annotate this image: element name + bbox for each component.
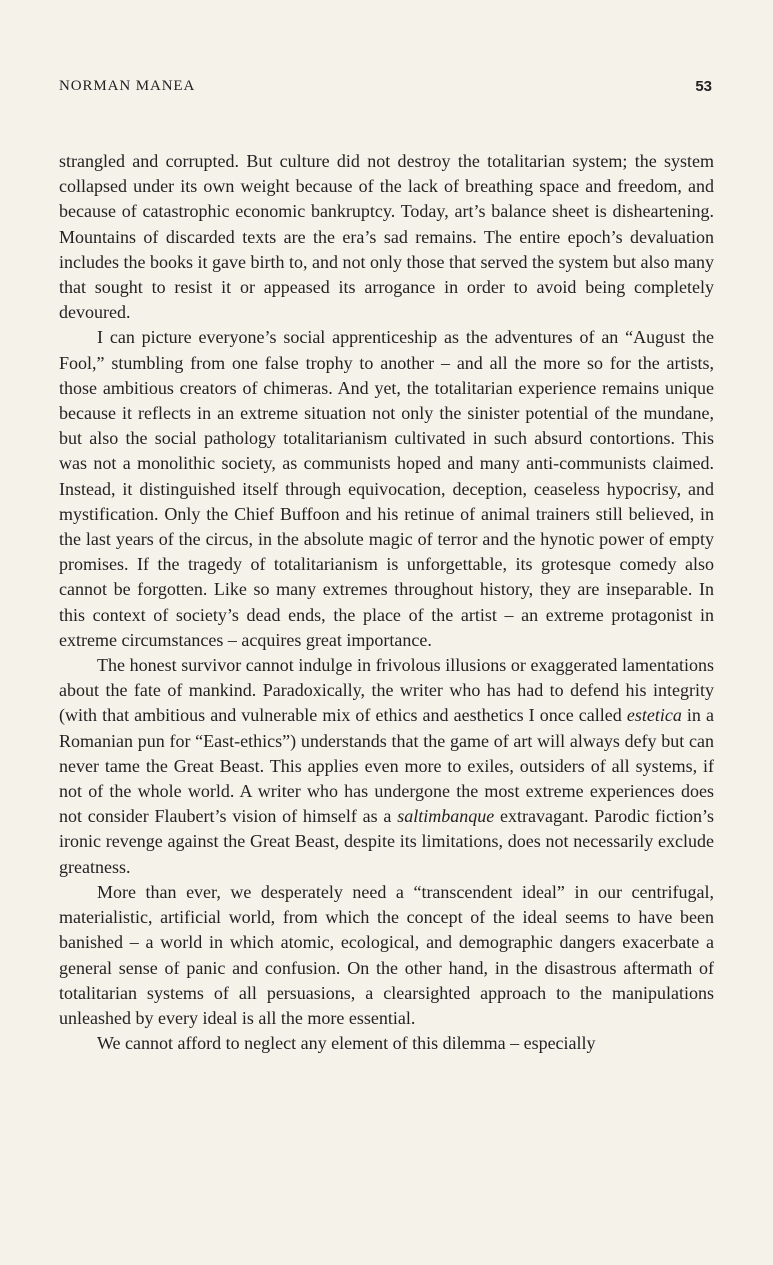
text-span: I can picture everyone’s social apprenticeship as the adventures of an “August the Fool,” stumbling from one false trophy to another – and all the more so for the artists, those ambitious creators of chimeras. And yet, the totalitarian experience remains unique because it reflects in an extreme situation not only the sinister potential of the mundane, but also the social pathology totalitarianism cultivated in such absurd contortions. This was not a monolithic society, as communists hoped and many anti-communists claimed. Instead, it distinguished itself through equivocation, deception, ceaseless hypocrisy, and mystification. Only the Chief Buffoon and his retinue of animal trainers still believed, in the last years of the circus, in the absolute magic of terror and the hynotic power of empty promises. If the tragedy of totalitarianism is unforgettable, its grotesque comedy also cannot be forgotten. Like so many extremes throughout history, they are inseparable. In this context of society’s dead ends, the place of the artist – an extreme protagonist in extreme circumstances – acquires great importance. <box>59 327 714 650</box>
italic-term: saltimbanque <box>397 806 495 827</box>
paragraph <box>59 880 714 1031</box>
text-span: More than ever, we desperately need a “transcendent ideal” in our centrifugal, materialistic, artificial world, from which the concept of the ideal seems to have been banished – a world in which atomic, ecological, and demographic dangers exacerbate a general sense of panic and confusion. On the other hand, in the disastrous aftermath of totalitarian systems of all persuasions, a clearsighted approach to the manipulations unleashed by every ideal is all the more essential. <box>59 881 714 1028</box>
body-text <box>59 149 714 1056</box>
italic-term: estetica <box>626 705 682 726</box>
text-span: extravagant. Parodic fiction’s ironic revenge against the Great Beast, despite its limitations, does not necessarily exclude greatness. <box>59 806 714 877</box>
text-span: strangled and corrupted. But culture did not destroy the totalitarian system; the system collapsed under its own weight because of the lack of breathing space and freedom, and because of catastrophic economic bankruptcy. Today, art’s balance sheet is disheartening. Mountains of discarded texts are the era’s sad remains. The entire epoch’s devaluation includes the books it gave birth to, and not only those that served the system but also many that sought to resist it or appeased its arrogance in order to avoid being completely devoured. <box>59 151 714 323</box>
page-number: 53 <box>695 78 712 95</box>
text-span: in a Romanian pun for “East-ethics”) understands that the game of art will always defy but can never tame the Great Beast. This applies even more to exiles, outsiders of all systems, if not of the whole world. A writer who has undergone the most extreme experiences does not consider Flaubert’s vision of himself as a <box>59 705 714 827</box>
running-head-author: NORMAN MANEA <box>59 78 196 94</box>
paragraph <box>59 653 714 880</box>
text-span: The honest survivor cannot indulge in frivolous illusions or exaggerated lamentations about the fate of mankind. Paradoxically, the writer who has had to defend his integrity (with that ambitious and vulnerable mix of ethics and aesthetics I once called <box>59 655 714 726</box>
paragraph <box>59 149 714 325</box>
paragraph <box>59 1031 714 1056</box>
text-span: We cannot afford to neglect any element of this dilemma – especially <box>97 1033 596 1054</box>
paragraph <box>59 325 714 653</box>
running-head <box>59 78 712 100</box>
